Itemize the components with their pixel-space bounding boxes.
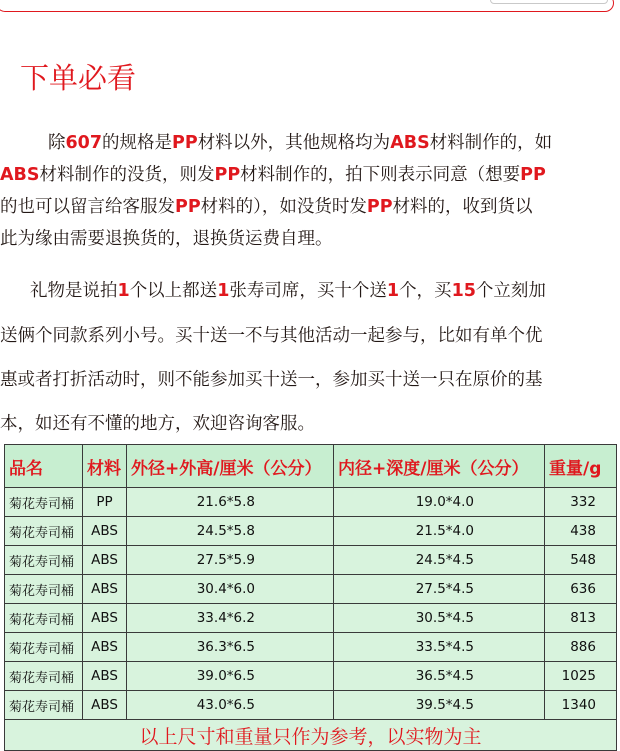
- spec-table: [4, 444, 617, 751]
- paragraph2-line2: 送俩个同款系列小号。买十送一不与其他活动一起参与，比如有单个优: [0, 326, 543, 346]
- cell-outer-size: 43.0*6.5: [127, 691, 334, 720]
- paragraph1-line1: 除607的规格是PP材料以外，其他规格均为ABS材料制作的，如: [48, 133, 553, 153]
- cell-weight: 548: [545, 546, 617, 575]
- table-row: [5, 604, 617, 633]
- cell-material: ABS: [83, 691, 127, 720]
- cell-inner-size: 39.5*4.5: [334, 691, 545, 720]
- cell-weight: 1340: [545, 691, 617, 720]
- cell-inner-size: 24.5*4.5: [334, 546, 545, 575]
- cell-name: 菊花寿司桶: [5, 575, 83, 604]
- table-row: [5, 546, 617, 575]
- cell-material: ABS: [83, 662, 127, 691]
- cell-outer-size: 27.5*5.9: [127, 546, 334, 575]
- cell-name: 菊花寿司桶: [5, 662, 83, 691]
- cell-name: 菊花寿司桶: [5, 604, 83, 633]
- cell-name: 菊花寿司桶: [5, 517, 83, 546]
- cell-material: ABS: [83, 604, 127, 633]
- cell-inner-size: 21.5*4.0: [334, 517, 545, 546]
- cell-material: ABS: [83, 575, 127, 604]
- table-row: [5, 488, 617, 517]
- table-header-row: [5, 445, 617, 488]
- table-row: [5, 575, 617, 604]
- cell-inner-size: 30.5*4.5: [334, 604, 545, 633]
- cell-outer-size: 30.4*6.0: [127, 575, 334, 604]
- header-material: 材料: [83, 445, 127, 488]
- table-row: [5, 517, 617, 546]
- paragraph2-line4: 本，如还有不懂的地方，欢迎咨询客服。: [0, 414, 315, 434]
- paragraph1-line3: 的也可以留言给客服发PP材料的），如没货时发PP材料的，收到货以: [0, 197, 533, 217]
- cell-material: ABS: [83, 517, 127, 546]
- paragraph1-line2: ABS材料制作的没货，则发PP材料制作的，拍下则表示同意（想要PP: [0, 165, 546, 185]
- cell-outer-size: 21.6*5.8: [127, 488, 334, 517]
- paragraph2-line3: 惠或者打折活动时，则不能参加买十送一，参加买十送一只在原价的基: [0, 370, 543, 390]
- paragraph2-line1: 礼物是说拍1个以上都送1张寿司席，买十个送1个，买15个立刻加: [30, 281, 546, 301]
- header-inner-size: 内径+深度/厘米（公分）: [334, 445, 545, 488]
- cell-inner-size: 27.5*4.5: [334, 575, 545, 604]
- header-weight: 重量/g: [545, 445, 617, 488]
- cell-name: 菊花寿司桶: [5, 488, 83, 517]
- notice-title: 下单必看: [20, 61, 137, 95]
- table-row: [5, 662, 617, 691]
- table-row: [5, 691, 617, 720]
- cell-outer-size: 33.4*6.2: [127, 604, 334, 633]
- table-footer-note: 以上尺寸和重量只作为参考，以实物为主: [5, 720, 617, 751]
- cell-name: 菊花寿司桶: [5, 546, 83, 575]
- cell-name: 菊花寿司桶: [5, 691, 83, 720]
- cell-outer-size: 24.5*5.8: [127, 517, 334, 546]
- top-search-box[interactable]: [490, 0, 608, 4]
- cell-inner-size: 19.0*4.0: [334, 488, 545, 517]
- cell-weight: 636: [545, 575, 617, 604]
- cell-inner-size: 36.5*4.5: [334, 662, 545, 691]
- header-outer-size: 外径+外高/厘米（公分）: [127, 445, 334, 488]
- cell-weight: 438: [545, 517, 617, 546]
- cell-outer-size: 36.3*6.5: [127, 633, 334, 662]
- cell-material: ABS: [83, 633, 127, 662]
- cell-weight: 813: [545, 604, 617, 633]
- cell-material: ABS: [83, 546, 127, 575]
- table-row: [5, 633, 617, 662]
- cell-inner-size: 33.5*4.5: [334, 633, 545, 662]
- cell-weight: 332: [545, 488, 617, 517]
- cell-name: 菊花寿司桶: [5, 633, 83, 662]
- cell-weight: 1025: [545, 662, 617, 691]
- cell-weight: 886: [545, 633, 617, 662]
- cell-outer-size: 39.0*6.5: [127, 662, 334, 691]
- cell-material: PP: [83, 488, 127, 517]
- header-name: 品名: [5, 445, 83, 488]
- paragraph1-line4: 此为缘由需要退换货的，退换货运费自理。: [0, 229, 333, 249]
- table-footer-row: [5, 720, 617, 751]
